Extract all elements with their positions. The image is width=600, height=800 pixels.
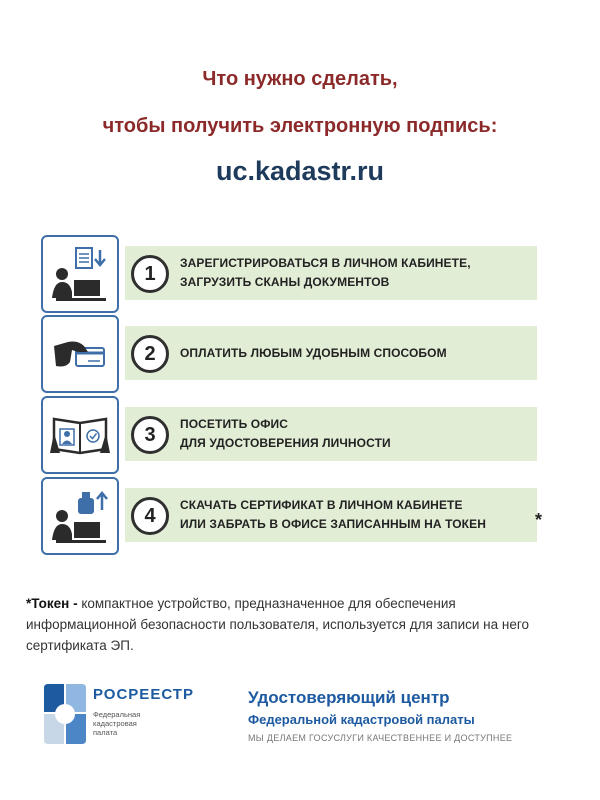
uc-slogan: МЫ ДЕЛАЕМ ГОСУСЛУГИ КАЧЕСТВЕННЕЕ И ДОСТУПНЕЕ [248, 733, 513, 743]
step-4-line-2: ИЛИ ЗАБРАТЬ В ОФИСЕ ЗАПИСАННЫМ НА ТОКЕН [180, 517, 486, 531]
hand-card-payment-icon [48, 322, 112, 386]
title-line-2: чтобы получить электронную подпись: [102, 115, 498, 137]
step-1 [41, 235, 537, 311]
step-2-text [180, 326, 530, 380]
step-3 [41, 396, 537, 472]
step-1-icon-box [41, 235, 119, 313]
step-2-icon-box [41, 315, 119, 393]
user-computer-token-icon [48, 484, 112, 548]
step-1-line-1: ЗАРЕГИСТРИРОВАТЬСЯ В ЛИЧНОМ КАБИНЕТЕ, [180, 256, 471, 270]
step-3-line-2: ДЛЯ УДОСТОВЕРЕНИЯ ЛИЧНОСТИ [180, 436, 391, 450]
rosreestr-subtitle: Федеральная кадастровая палата [93, 710, 141, 737]
step-1-text [180, 246, 530, 300]
uc-title: Удостоверяющий центр [248, 688, 450, 707]
step-2 [41, 315, 537, 391]
step-2-line-1: ОПЛАТИТЬ ЛЮБЫМ УДОБНЫМ СПОСОБОМ [180, 345, 447, 360]
step-2-number: 2 [131, 335, 169, 373]
step-3-line-1: ПОСЕТИТЬ ОФИС [180, 417, 289, 431]
token-footnote [26, 593, 566, 656]
step-4-line-1: СКАЧАТЬ СЕРТИФИКАТ В ЛИЧНОМ КАБИНЕТЕ [180, 498, 463, 512]
step-4-number: 4 [131, 497, 169, 535]
step-4-icon-box [41, 477, 119, 555]
uc-subtitle: Федеральной кадастровой палаты [248, 712, 475, 727]
rosreestr-brand: РОСРЕЕСТР [93, 686, 194, 703]
passport-id-icon [48, 403, 112, 467]
step-3-text [180, 407, 530, 461]
token-definition: компактное устройство, предназначенное для обеспечения информационной безопасности пользователя, используется для записи на него сертификата ЭП. [26, 596, 529, 653]
footnote-asterisk: * [535, 510, 543, 530]
step-3-icon-box [41, 396, 119, 474]
step-3-number: 3 [131, 416, 169, 454]
website-link[interactable]: uc.kadastr.ru [215, 156, 385, 186]
user-computer-document-icon [48, 242, 112, 306]
title-line-1: Что нужно сделать, [202, 68, 398, 90]
step-4 [41, 477, 537, 553]
step-1-line-2: ЗАГРУЗИТЬ СКАНЫ ДОКУМЕНТОВ [180, 275, 390, 289]
step-4-text [180, 488, 530, 542]
rosreestr-logo-icon [40, 680, 90, 748]
token-term: *Токен - [26, 596, 78, 611]
step-1-number: 1 [131, 255, 169, 293]
